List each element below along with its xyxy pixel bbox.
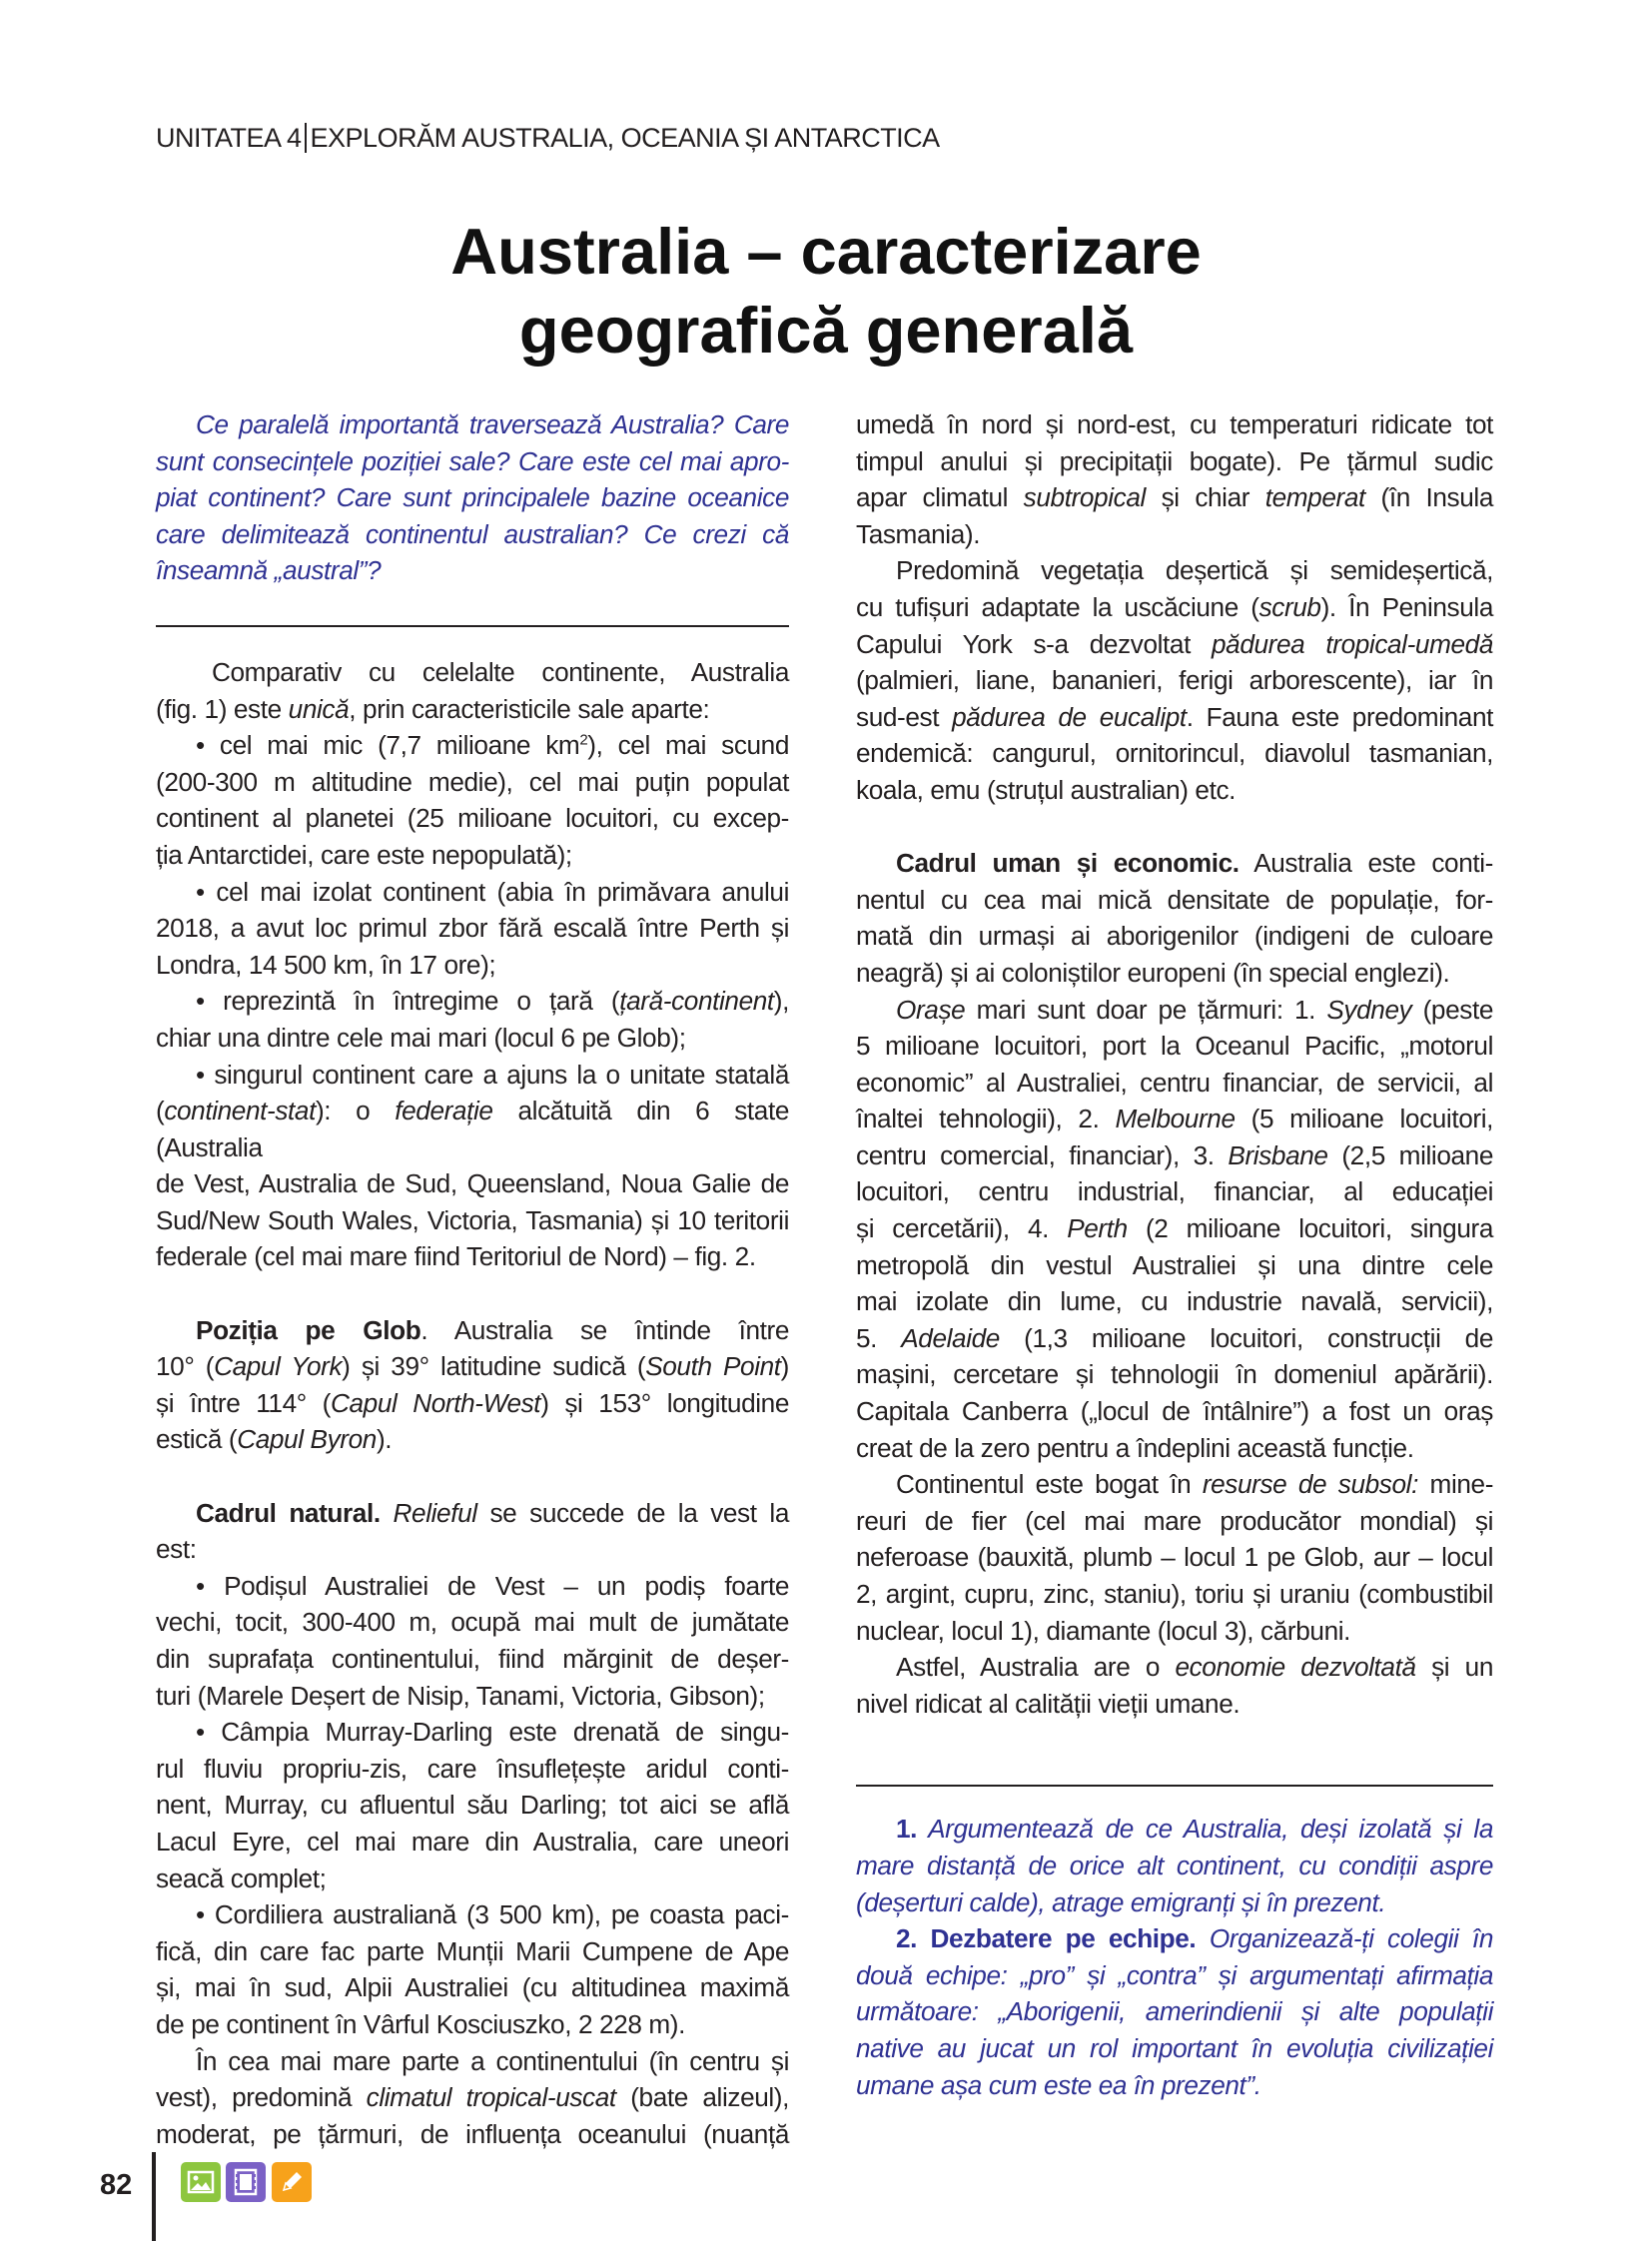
bullet-line: • Podișul Australiei de Vest – un podiș foarte [196,1570,789,1601]
text-line: chiar una dintre cele mai mari (locul 6 pe Glob); [156,1022,686,1053]
text-line: (fig. 1) este unică, prin caracteristicile sale aparte: [156,693,710,724]
natural-heading-line: Cadrul natural. Relieful se succede de la vest la est: [156,1497,790,1565]
text-line: umedă în nord și nord-est, cu temperaturi ridicate tot [856,409,1493,439]
text-line: neagră) și ai coloniștilor europeni (în special englezi). [856,957,1450,988]
text-line: din suprafața continentului, fiind mărginit de deșer- [156,1644,789,1674]
text-line: și cercetării), 4. Perth (2 milioane locuitori, singura [856,1213,1493,1244]
intro-line: Ce paralelă importantă traversează Australia? Care [196,409,789,439]
section-heading: Cadrul natural. [196,1497,381,1528]
text-line: Orașe mari sunt doar pe țărmuri: 1. Sydney (peste [896,994,1493,1025]
intro-line: piat continent? Care sunt principalele bazine oceanice [156,482,789,513]
bullet-line: • reprezintă în întregime o țară (țară-continent), [196,986,789,1017]
task-line: următoare: „Aborigenii, amerindienii și alte populații [856,1996,1493,2027]
text-line: Predomină vegetația deșertică și semideșertică, [896,555,1493,586]
text-line: nivel ridicat al calității vieții umane. [856,1688,1240,1719]
human-heading-line: Cadrul uman și economic. Australia este conti- [896,848,1493,879]
task-1-line: 1. Argumentează de ce Australia, deși izolată și la [896,1814,1493,1845]
text-line: Sud/New South Wales, Victoria, Tasmania) și 10 teritorii [156,1204,789,1235]
text-line: nent, Murray, cu afluentul său Darling; tot aici se află [156,1790,789,1821]
left-column [156,406,789,2152]
intro-line: care delimitează continentul australian? Ce crezi că [156,518,789,549]
text-line: Londra, 14 500 km, în 17 ore); [156,949,496,980]
text-line: (200-300 m altitudine medie), cel mai puțin populat [156,766,789,797]
text-line: apar climatul subtropical și chiar temperat (în Insula [856,482,1493,513]
intro-questions [156,406,789,589]
text-line: și între 114° (Capul North-West) și 153° longitudine [156,1387,789,1418]
section-heading: Poziția pe Glob [196,1314,421,1345]
right-column [856,406,1493,2103]
text-line: continent al planetei (25 milioane locuitori, cu excep- [156,803,789,834]
text-line: rul fluviu propriu-zis, care însuflețește aridul conti- [156,1753,789,1784]
text-line: înaltei tehnologii), 2. Melbourne (5 milioane locuitori, [856,1104,1493,1134]
text-line: Lacul Eyre, cel mai mare din Australia, care uneori [156,1826,789,1857]
text-line: estică (Capul Byron). [156,1424,393,1455]
text-line: 10° (Capul York) și 39° latitudine sudică (South Point) [156,1351,789,1382]
text-line: endemică: cangurul, ornitorincul, diavolul tasmanian, [856,738,1493,769]
text-line: vechi, tocit, 300-400 m, ocupă mai mult de jumătate [156,1607,789,1638]
image-icon[interactable] [181,2162,221,2202]
text-line: (palmieri, liane, bananieri, ferigi arborescente), iar în [856,665,1493,696]
task-line: umane așa cum este ea în prezent”. [856,2069,1261,2100]
text-line: centru comercial, financiar), 3. Brisbane (2,5 milioane [856,1139,1493,1170]
page-number: 82 [100,2169,133,2201]
text-line: creat de la zero pentru a îndeplini această funcție. [856,1432,1414,1463]
text-line: Astfel, Australia are o economie dezvoltată și un [896,1652,1493,1683]
task-2-line: 2. Dezbatere pe echipe. Organizează-ți colegii în [896,1923,1493,1954]
text-line: Comparativ cu celelalte continente, Australia [212,656,789,687]
text-line: și, mai în sud, Alpii Australiei (cu altitudinea maximă [156,1972,789,2003]
text-line: turi (Marele Deșert de Nisip, Tanami, Victoria, Gibson); [156,1680,765,1711]
bullet-line: • Cordiliera australiană (3 500 km), pe coasta paci- [196,1899,789,1930]
bullet-line: • Câmpia Murray-Darling este drenată de singu- [196,1717,789,1748]
text-line: reuri de fier (cel mai mare producător mondial) și [856,1505,1493,1536]
unit-label: UNITATEA 4 [156,123,302,153]
text-line: koala, emu (struțul australian) etc. [856,774,1237,805]
text-line: neferoase (bauxită, plumb – locul 1 pe Glob, aur – locul [856,1542,1493,1573]
text-line: moderat, pe țărmuri, de influența oceanului (nuanță [156,2118,789,2149]
task-number: 1. [896,1814,918,1845]
text-line: Tasmania). [856,518,981,549]
text-line: seacă complet; [156,1863,327,1893]
text-line: timpul anului și precipitații bogate). Pe țărmul sudic [856,445,1493,476]
text-line: În cea mai mare parte a continentului (în centru și [196,2045,789,2076]
text-line: (continent-stat): o federație alcătuită din 6 state (Australia [156,1096,789,1162]
text-line: 5. Adelaide (1,3 milioane locuitori, construcții de [856,1322,1493,1353]
text-line: ția Antarctidei, care este nepopulată); [156,839,572,870]
title-line-1: Australia – caracterizare [450,215,1202,288]
title-line-2: geografică generală [518,294,1134,367]
text-line: cu tufișuri adaptate la uscăciune (scrub). În Peninsula [856,591,1493,622]
task-line: native au jucat un rol important în evoluția civilizației [856,2032,1493,2063]
text-line: mașini, cercetare și tehnologii în domeniul apărării). [856,1359,1493,1390]
bullet-line: • cel mai izolat continent (abia în primăvara anului [196,876,789,907]
tasks-block [856,1811,1493,2103]
text-line: economic” al Australiei, centru financiar, de servicii, al [856,1067,1493,1098]
page-number-bar [152,2152,156,2241]
bullet-line: • cel mai mic (7,7 milioane $km^2$), cel mai scund [196,730,790,761]
section-heading: Cadrul uman și economic. [896,848,1239,879]
chapter-label: EXPLORĂM AUSTRALIA, OCEANIA ȘI ANTARCTICA [310,123,940,153]
video-icon[interactable] [226,2162,266,2202]
task-line: (deșerturi calde), atrage emigranți și în prezent. [856,1886,1386,1917]
task-line: două echipe: „pro” și „contra” și argumentați afirmația [856,1959,1493,1990]
text-line: mată din urmași ai aborigenilor (indigeni de culoare [856,921,1493,952]
text-line: 2018, a avut loc primul zbor fără escală între Perth și [156,913,789,944]
text-line: federale (cel mai mare fiind Teritoriul de Nord) – fig. 2. [156,1241,756,1272]
text-line: 2, argint, cupru, zinc, staniu), toriu și uraniu (combustibil [856,1579,1493,1609]
text-line: vest), predomină climatul tropical-uscat (bate alizeul), [156,2082,790,2113]
text-line: 5 milioane locuitori, port la Oceanul Pacific, „motorul [856,1031,1493,1062]
text-line: nentul cu cea mai mică densitate de populație, for- [856,884,1493,915]
task-line: mare distanță de orice alt continent, cu condiții aspre [856,1850,1493,1880]
header-separator [305,123,307,153]
page-header [156,123,940,154]
bullet-line: • singurul continent care a ajuns la o unitate statală [196,1059,789,1090]
text-line: Capitala Canberra („locul de întâlnire”) a fost un oraș [856,1396,1493,1427]
text-line: locuitori, centru industrial, financiar, al educației [856,1176,1493,1207]
text-line: nuclear, locul 1), diamante (locul 3), cărbuni. [856,1615,1351,1646]
text-line: fică, din care fac parte Munții Marii Cumpene de Ape [156,1935,789,1966]
text-line: Capului York s-a dezvoltat pădurea tropical-umedă [856,628,1493,659]
text-line: de Vest, Australia de Sud, Queensland, Noua Galie de [156,1168,789,1199]
intro-line: înseamnă „austral”? [156,555,382,586]
task-heading: 2. Dezbatere pe echipe. [896,1923,1197,1954]
intro-line: sunt consecințele poziției sale? Care este cel mai apro- [156,445,789,476]
text-line: de pe continent în Vârful Kosciuszko, 2 228 m). [156,2008,685,2039]
position-heading-line: Poziția pe Glob. Australia se întinde între [196,1314,789,1345]
page-title [0,212,1652,370]
pencil-icon[interactable] [272,2162,312,2202]
text-line: Continentul este bogat în resurse de subsol: mine- [896,1469,1494,1500]
text-line: mai izolate din lume, cu industrie navală, servicii), [856,1286,1493,1317]
text-line: metropolă din vestul Australiei și una dintre cele [856,1249,1493,1280]
text-line: sud-est pădurea de eucalipt. Fauna este predominant [856,701,1493,732]
